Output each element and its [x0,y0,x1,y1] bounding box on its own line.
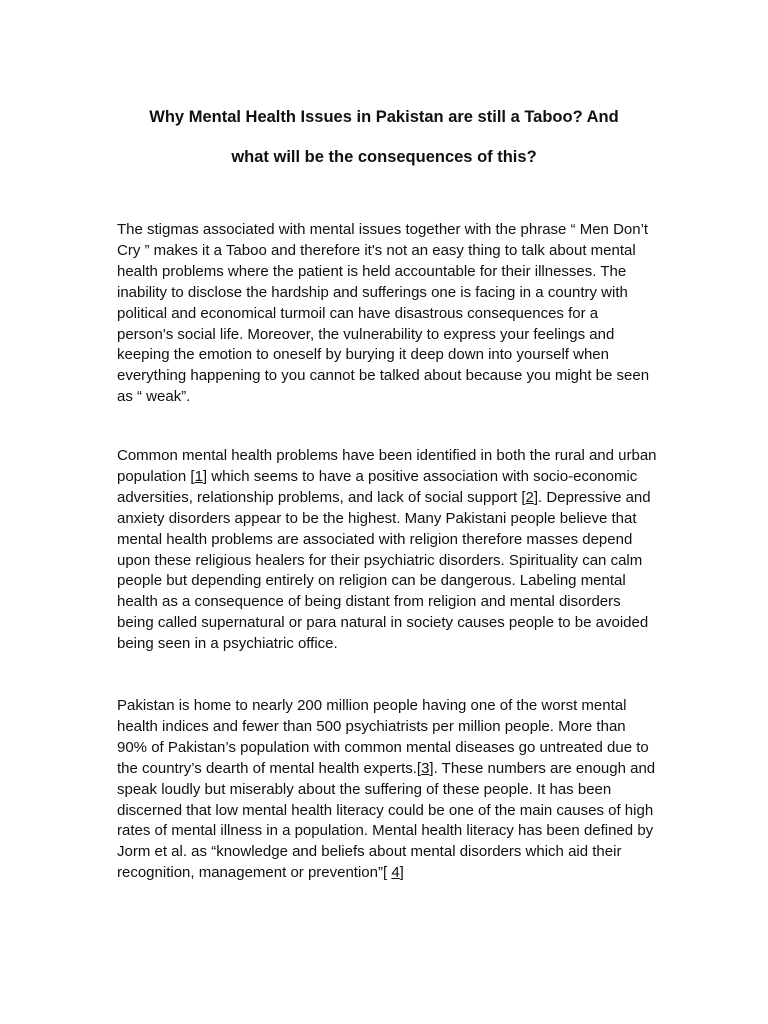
paragraph-text: Pakistan is home to nearly 200 million people having one of the worst mental health indices and fewer than 500 psychiatrists per million people. More than 90% of Pakistan’s population with common mental diseases go untreated due to the country’s dearth of mental health experts.[ [117,697,649,777]
paragraph-text: ]. These numbers are enough and speak loudly but miserably about the suffering of these people. It has been discerned that low mental health literacy could be one of the main causes of high rates of mental illness in a population. Mental health literacy has been defined by Jorm et al. as “knowledge and beliefs about mental disorders which aid their recognition, management or prevention”[ [117,759,656,882]
document-title-line-1: Why Mental Health Issues in Pakistan are still a Taboo? And [149,108,619,126]
citation-link-3[interactable]: 3 [421,759,430,777]
paragraph-statistics [117,696,657,884]
paragraph-text: Common mental health problems have been identified in both the rural and urban population [ [117,447,657,485]
paragraph-stigma: The stigmas associated with mental issues together with the phrase “ Men Don’t Cry ” makes it a Taboo and therefore it's not an easy thing to talk about mental health problems where the patient is held accountable for their illnesses. The inability to disclose the hardship and sufferings one is facing in a country with political and economical turmoil can have disastrous consequences for a person's social life. Moreover, the vulnerability to express your feelings and keeping the emotion to oneself by burying it deep down into yourself when everything happening to you cannot be talked about because you might be seen as “ weak”. [117,221,650,406]
paragraph-text: ]. Depressive and anxiety disorders appear to be the highest. Many Pakistani people believe that mental health problems are associated with religion therefore masses depend upon these religious healers for their psychiatric disorders. Spirituality can calm people but depending entirely on religion can be dangerous. Labeling mental health as a consequence of being distant from religion and mental disorders being called supernatural or para natural in society causes people to be avoided being seen in a psychiatric office. [117,488,651,653]
citation-link-2[interactable]: 2 [525,488,534,506]
citation-link-1[interactable]: 1 [194,467,203,485]
citation-link-4[interactable]: 4 [391,864,400,882]
paragraph-text: ] which seems to have a positive association with socio-economic adversities, relationship problems, and lack of social support [ [117,467,638,506]
document-title-line-2: what will be the consequences of this? [231,148,537,166]
paragraph-common-problems [117,446,657,655]
paragraph-text: ] [399,864,404,882]
